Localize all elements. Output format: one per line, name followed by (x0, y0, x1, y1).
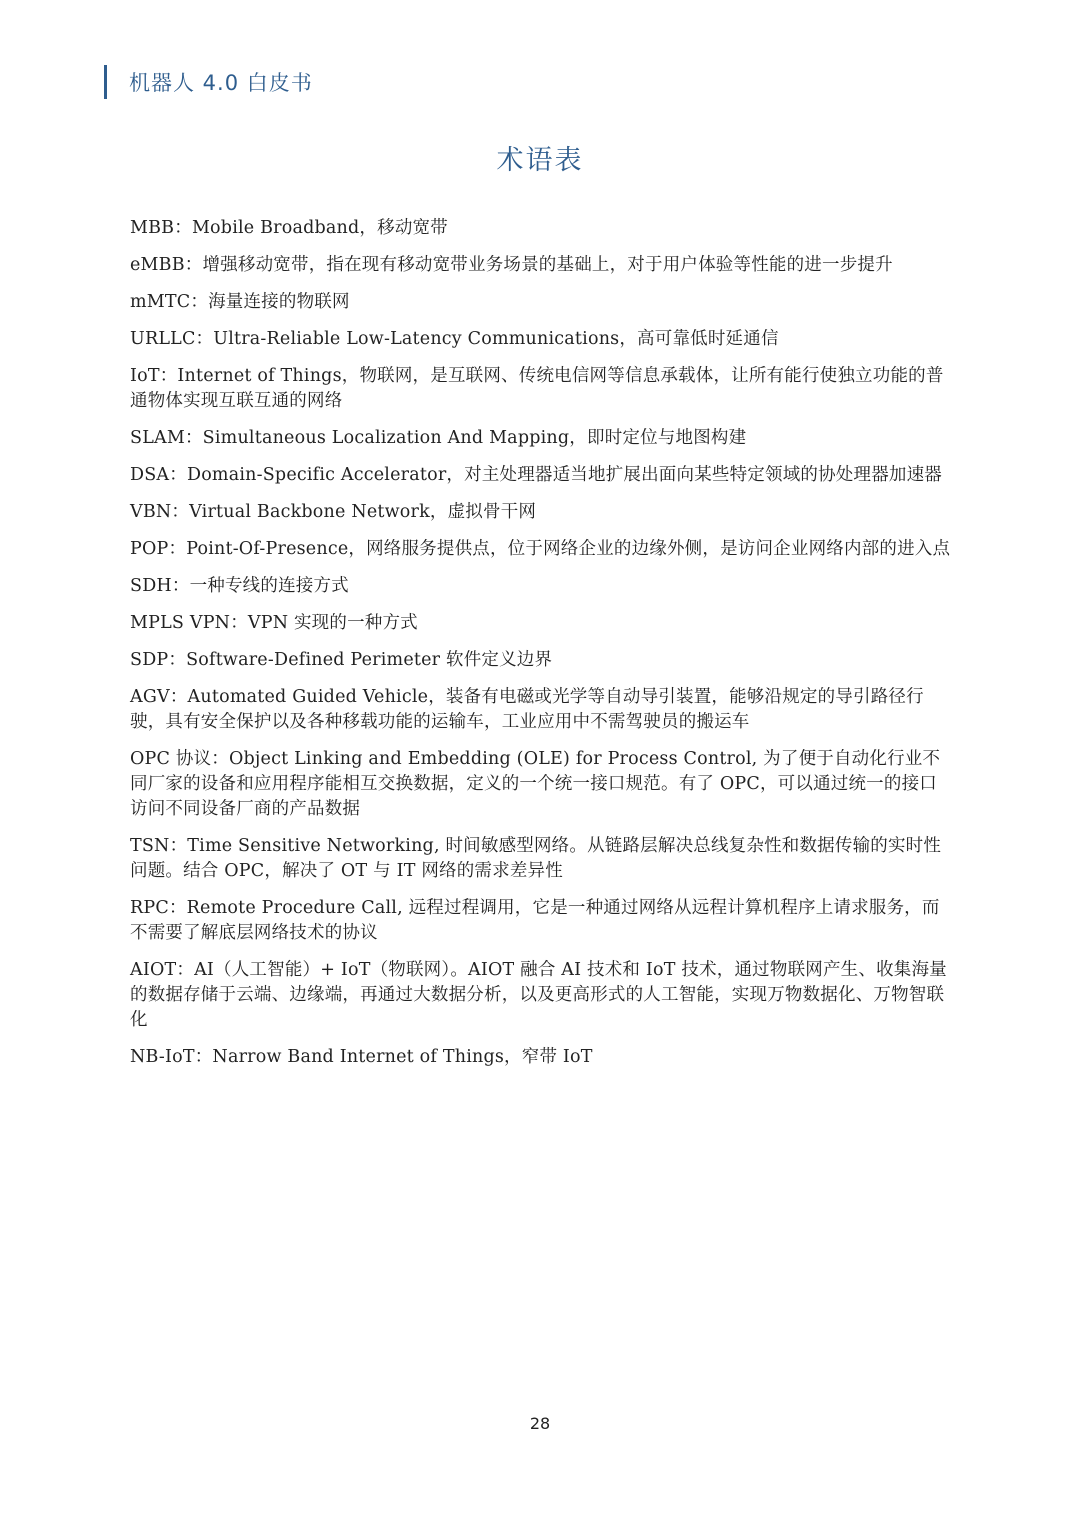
glossary-entry-sdp: SDP：Software-Defined Perimeter 软件定义边界 (130, 650, 553, 670)
page-number: 28 (529, 1414, 551, 1433)
glossary-entry-embb: eMBB：增强移动宽带，指在现有移动宽带业务场景的基础上，对于用户体验等性能的进一步提升 (130, 255, 893, 275)
glossary-entry-tsn: TSN：Time Sensitive Networking, 时间敏感型网络。从链路层解决总线复杂性和数据传输的实时性问题。结合 OPC，解决了 OT 与 IT 网络的需求差异性 (130, 836, 942, 881)
glossary-entry-urllc: URLLC：Ultra-Reliable Low-Latency Communications，高可靠低时延通信 (130, 329, 779, 349)
glossary-entry-pop: POP：Point-Of-Presence，网络服务提供点，位于网络企业的边缘外侧，是访问企业网络内部的进入点 (130, 539, 951, 559)
glossary-entry-slam: SLAM：Simultaneous Localization And Mapping，即时定位与地图构建 (130, 428, 747, 448)
glossary-entry-mmtc: mMTC：海量连接的物联网 (130, 292, 350, 312)
glossary-entry-aiot: AIOT：AI（人工智能）+ IoT（物联网）。AIOT 融合 AI 技术和 IoT 技术，通过物联网产生、收集海量的数据存储于云端、边缘端，再通过大数据分析，以及更高形式的人工智能，实现万物数据化、万物智联化 (130, 960, 947, 1030)
page-title: 术语表 (496, 145, 584, 176)
glossary-entry-dsa: DSA：Domain-Specific Accelerator，对主处理器适当地扩展出面向某些特定领域的协处理器加速器 (130, 465, 942, 485)
running-header (104, 64, 313, 100)
glossary-entry-mpls-vpn: MPLS VPN：VPN 实现的一种方式 (130, 613, 418, 633)
glossary-entry-agv: AGV：Automated Guided Vehicle，装备有电磁或光学等自动导引装置，能够沿规定的导引路径行驶，具有安全保护以及各种移载功能的运输车，工业应用中不需驾驶员的搬运车 (130, 687, 924, 732)
glossary-entry-iot: IoT：Internet of Things，物联网，是互联网、传统电信网等信息承载体，让所有能行使独立功能的普通物体实现互联互通的网络 (130, 366, 944, 411)
glossary-entry-opc: OPC 协议：Object Linking and Embedding (OLE) for Process Control, 为了便于自动化行业不同厂家的设备和应用程序能相互交换数据，定义的一个统一接口规范。有了 OPC，可以通过统一的接口访问不同设备厂商的产品数据 (130, 749, 941, 819)
glossary-entry-rpc: RPC：Remote Procedure Call, 远程过程调用，它是一种通过网络从远程计算机程序上请求服务，而不需要了解底层网络技术的协议 (130, 898, 940, 943)
glossary-entry-nb-iot: NB-IoT：Narrow Band Internet of Things，窄带 IoT (130, 1047, 593, 1067)
glossary-entry-mbb: MBB：Mobile Broadband，移动宽带 (130, 218, 448, 238)
glossary-entry-vbn: VBN：Virtual Backbone Network，虚拟骨干网 (130, 502, 537, 522)
header-accent-bar (104, 65, 107, 99)
glossary-list (130, 216, 952, 1082)
glossary-entry-sdh: SDH：一种专线的连接方式 (130, 576, 349, 596)
header-title: 机器人 4.0 白皮书 (129, 71, 313, 95)
